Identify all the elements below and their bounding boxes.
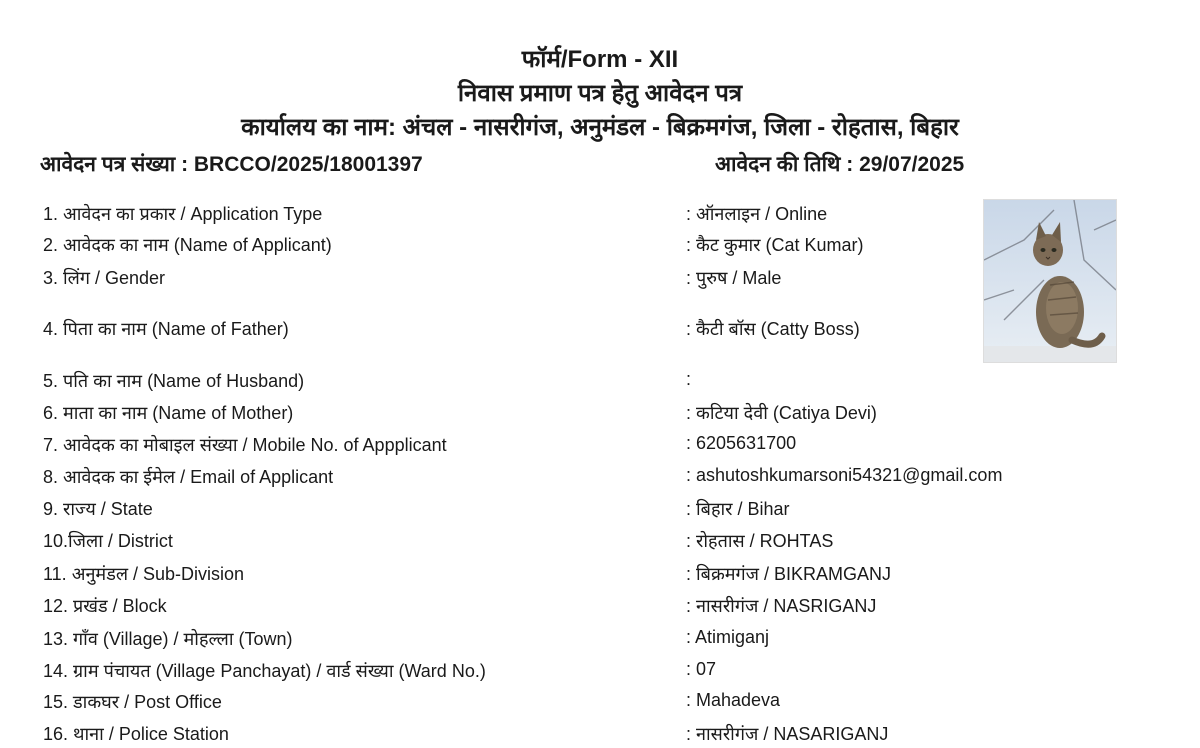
- field-value: : नासरीगंज / NASRIGANJ: [686, 596, 877, 616]
- field-value: : 6205631700: [686, 433, 797, 453]
- field-label: 3. लिंग / Gender: [43, 268, 166, 288]
- field-label: 7. आवेदक का मोबाइल संख्या / Mobile No. of Appplicant: [43, 435, 447, 455]
- field-row: [0, 529, 1200, 555]
- field-value: : रोहतास / ROHTAS: [686, 531, 834, 551]
- field-label: 10.जिला / District: [43, 531, 173, 551]
- field-label: 2. आवेदक का नाम (Name of Applicant): [43, 235, 332, 255]
- cat-photo-icon: [984, 200, 1116, 362]
- application-number: आवेदन पत्र संख्या : BRCCO/2025/18001397: [40, 153, 423, 176]
- field-label: 5. पति का नाम (Name of Husband): [43, 371, 305, 391]
- field-label: 12. प्रखंड / Block: [43, 596, 167, 616]
- field-value: : कैट कुमार (Cat Kumar): [686, 235, 864, 255]
- field-value: : Mahadeva: [686, 690, 781, 710]
- field-row: [0, 465, 1200, 491]
- field-label: 11. अनुमंडल / Sub-Division: [43, 564, 245, 584]
- field-row: [0, 659, 1200, 685]
- field-row: [0, 369, 1200, 395]
- field-value: : नासरीगंज / NASARIGANJ: [686, 724, 889, 744]
- field-label: 8. आवेदक का ईमेल / Email of Applicant: [43, 467, 334, 487]
- field-row: [0, 627, 1200, 653]
- field-value: : कैटी बॉस (Catty Boss): [686, 319, 860, 339]
- field-value: :: [686, 369, 692, 389]
- field-value: : कटिया देवी (Catiya Devi): [686, 403, 877, 423]
- field-label: 15. डाकघर / Post Office: [43, 692, 222, 712]
- field-label: 16. थाना / Police Station: [43, 724, 229, 744]
- field-value: : 07: [686, 659, 717, 679]
- application-date: आवेदन की तिथि : 29/07/2025: [715, 153, 965, 176]
- field-row: [0, 497, 1200, 523]
- field-row: [0, 594, 1200, 620]
- field-row: [0, 722, 1200, 748]
- office-name: कार्यालय का नाम: अंचल - नासरीगंज, अनुमंडल - बिक्रमगंज, जिला - रोहतास, बिहार: [241, 114, 959, 141]
- field-label: 9. राज्य / State: [43, 499, 153, 519]
- field-value: : ऑनलाइन / Online: [686, 204, 828, 224]
- field-label: 4. पिता का नाम (Name of Father): [43, 319, 289, 339]
- field-label: 13. गाँव (Village) / मोहल्ला (Town): [43, 629, 293, 649]
- form-title: फॉर्म/Form - XII: [521, 46, 679, 73]
- field-row: [0, 690, 1200, 716]
- field-row: [0, 401, 1200, 427]
- field-label: 6. माता का नाम (Name of Mother): [43, 403, 294, 423]
- applicant-photo: [983, 199, 1117, 363]
- field-value: : पुरुष / Male: [686, 268, 782, 288]
- field-value: : बिक्रमगंज / BIKRAMGANJ: [686, 564, 892, 584]
- field-value: : Atimiganj: [686, 627, 770, 647]
- field-label: 1. आवेदन का प्रकार / Application Type: [43, 204, 323, 224]
- field-label: 14. ग्राम पंचायत (Village Panchayat) / वार्ड संख्या (Ward No.): [43, 661, 486, 681]
- form-subtitle: निवास प्रमाण पत्र हेतु आवेदन पत्र: [457, 80, 743, 107]
- field-row: [0, 433, 1200, 459]
- field-row: [0, 562, 1200, 588]
- field-value: : बिहार / Bihar: [686, 499, 790, 519]
- field-value: : ashutoshkumarsoni54321@gmail.com: [686, 465, 1003, 485]
